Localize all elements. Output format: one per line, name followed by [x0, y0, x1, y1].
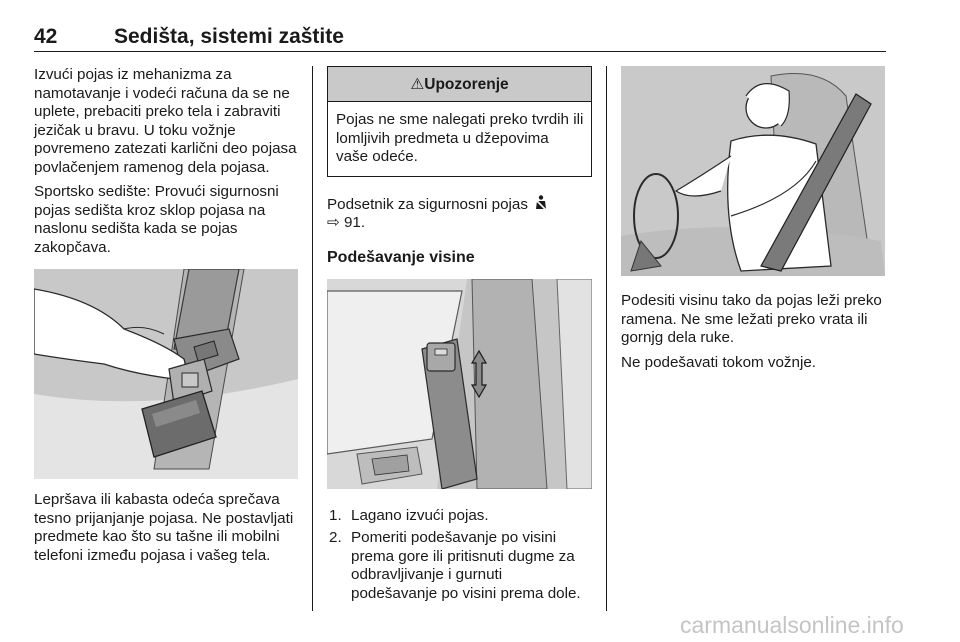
page-number: 42: [34, 25, 58, 48]
paragraph: Ne podešavati tokom vožnje.: [621, 353, 817, 371]
step-text: Pomeriti podešavanje po visini prema gore ili pritisnuti dugme za odbravljivanje i gurnuti podešavanje po visini prema dole.: [351, 529, 581, 602]
column-divider: [606, 66, 607, 611]
warning-text: Pojas ne sme nalegati preko tvrdih ili lomljivih predmeta u džepovima vaše odeće.: [336, 111, 584, 165]
step-number: 2.: [329, 529, 342, 546]
page-reference-link[interactable]: 91.: [343, 214, 366, 231]
column-middle: [327, 66, 592, 607]
step-text: Lagano izvući pojas.: [351, 506, 489, 524]
warning-title: Upozorenje: [424, 76, 509, 93]
paragraph: Sportsko sedište: Provući sigurnosni pojas sedišta kroz sklop pojasa na naslonu sedišta kada se pojas zakopčava.: [34, 183, 279, 256]
paragraph: Lepršava ili kabasta odeća sprečava tesno prijanjanje pojasa. Ne postavljati predmete kao što su tašne ili mobilni telefoni između pojasa i vašeg tela.: [34, 491, 294, 564]
driver-seatbelt-illustration: [621, 66, 885, 276]
list-item: [327, 507, 592, 526]
list-item: [327, 529, 592, 603]
subheading: Podešavanje visine: [327, 248, 475, 266]
reminder-text: Podsetnik za sigurnosni pojas: [327, 195, 528, 213]
buckle-illustration: [34, 269, 298, 479]
column-left: [34, 66, 298, 571]
warning-header: [328, 67, 591, 102]
step-number: 1.: [329, 506, 342, 524]
page-header: [34, 25, 886, 52]
paragraph: Izvući pojas iz mehanizma za namotavanje i vodeći računa da se ne uplete, prebaciti preko tela i zabraviti jezičak u bravu. U toku vožnje povremeno zatezati karlični deo pojasa povlačenjem ramenog dela pojasa.: [34, 66, 297, 176]
reminder-paragraph: [327, 195, 592, 233]
warning-icon: ⚠: [410, 76, 425, 93]
steps-list: [327, 507, 592, 604]
column-right: [621, 66, 885, 378]
column-divider: [312, 66, 313, 611]
section-title: Sedišta, sistemi zaštite: [114, 25, 344, 48]
watermark: carmanualsonline.info: [680, 612, 904, 638]
paragraph: Podesiti visinu tako da pojas leži preko ramena. Ne sme ležati preko vrata ili gornjg dela ruke.: [621, 292, 882, 346]
page-reference-arrow: ⇨: [327, 214, 340, 231]
warning-box: [327, 66, 592, 177]
height-adjust-illustration: [327, 279, 592, 489]
seatbelt-icon: [535, 195, 547, 211]
